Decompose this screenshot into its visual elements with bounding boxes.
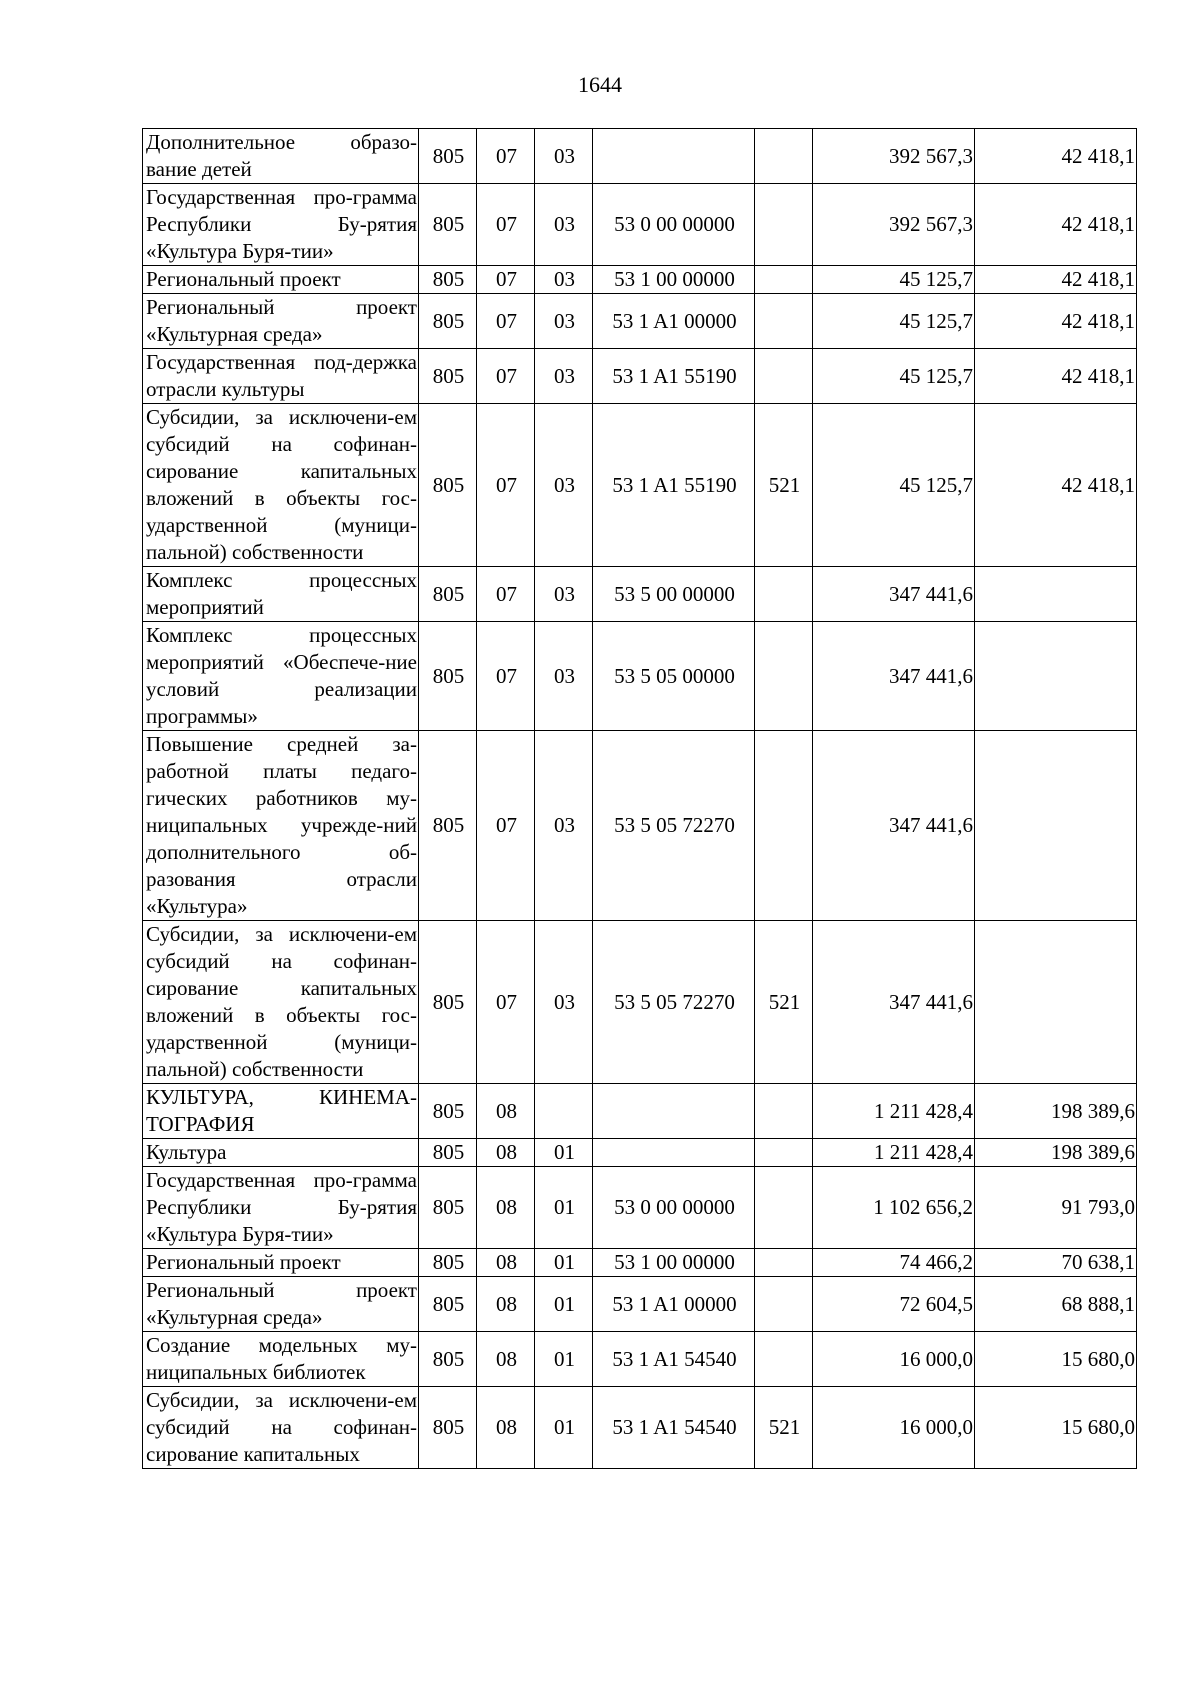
row-ministry-code: 805 <box>419 622 477 731</box>
row-amount-federal: 15 680,0 <box>975 1332 1137 1387</box>
budget-table-body <box>143 129 1137 1469</box>
row-amount-total: 45 125,7 <box>813 266 975 294</box>
row-expense-type-code <box>755 1139 813 1167</box>
row-subsection-code: 03 <box>535 731 593 921</box>
row-name: Государственная под-держка отрасли культуры <box>143 349 419 404</box>
row-amount-federal: 42 418,1 <box>975 184 1137 266</box>
row-subsection-code: 03 <box>535 567 593 622</box>
row-section-code: 07 <box>477 129 535 184</box>
table-row <box>143 349 1137 404</box>
row-name: Повышение средней за-работной платы педаго-гических работников му-ниципальных учрежде-ний дополнительного об-разования отрасли «Культура» <box>143 731 419 921</box>
table-row <box>143 1084 1137 1139</box>
row-ministry-code: 805 <box>419 1139 477 1167</box>
row-amount-federal: 15 680,0 <box>975 1387 1137 1469</box>
row-target-article-code: 53 1 A1 54540 <box>593 1332 755 1387</box>
row-amount-federal: 68 888,1 <box>975 1277 1137 1332</box>
row-amount-federal: 198 389,6 <box>975 1139 1137 1167</box>
row-amount-federal: 70 638,1 <box>975 1249 1137 1277</box>
row-ministry-code: 805 <box>419 1167 477 1249</box>
row-amount-total: 16 000,0 <box>813 1387 975 1469</box>
row-subsection-code: 01 <box>535 1167 593 1249</box>
table-row <box>143 184 1137 266</box>
row-ministry-code: 805 <box>419 567 477 622</box>
row-amount-federal: 91 793,0 <box>975 1167 1137 1249</box>
row-target-article-code: 53 5 00 00000 <box>593 567 755 622</box>
budget-table <box>142 128 1137 1469</box>
row-target-article-code: 53 1 A1 55190 <box>593 349 755 404</box>
row-name: Субсидии, за исключени-ем субсидий на софинан-сирование капитальных вложений в объекты гос-ударственной (муници-пальной) собственности <box>143 921 419 1084</box>
row-subsection-code: 01 <box>535 1332 593 1387</box>
row-subsection-code: 03 <box>535 184 593 266</box>
row-target-article-code <box>593 1139 755 1167</box>
row-expense-type-code <box>755 731 813 921</box>
table-row <box>143 294 1137 349</box>
row-name: Региональный проект <box>143 266 419 294</box>
row-subsection-code: 01 <box>535 1139 593 1167</box>
row-target-article-code: 53 1 A1 54540 <box>593 1387 755 1469</box>
row-target-article-code: 53 1 A1 00000 <box>593 1277 755 1332</box>
row-target-article-code: 53 0 00 00000 <box>593 1167 755 1249</box>
row-ministry-code: 805 <box>419 349 477 404</box>
row-target-article-code <box>593 129 755 184</box>
row-amount-total: 72 604,5 <box>813 1277 975 1332</box>
row-name: Государственная про-грамма Республики Бу-рятия «Культура Буря-тии» <box>143 184 419 266</box>
row-expense-type-code <box>755 1249 813 1277</box>
row-subsection-code: 01 <box>535 1387 593 1469</box>
table-row <box>143 129 1137 184</box>
row-section-code: 08 <box>477 1084 535 1139</box>
row-ministry-code: 805 <box>419 1249 477 1277</box>
row-ministry-code: 805 <box>419 294 477 349</box>
page-number: 1644 <box>578 72 622 97</box>
row-amount-federal: 42 418,1 <box>975 266 1137 294</box>
row-ministry-code: 805 <box>419 1387 477 1469</box>
row-target-article-code: 53 1 A1 00000 <box>593 294 755 349</box>
row-name: Региональный проект «Культурная среда» <box>143 294 419 349</box>
row-name: Культура <box>143 1139 419 1167</box>
row-amount-total: 45 125,7 <box>813 404 975 567</box>
row-ministry-code: 805 <box>419 1277 477 1332</box>
table-row <box>143 622 1137 731</box>
row-target-article-code: 53 1 A1 55190 <box>593 404 755 567</box>
row-amount-total: 45 125,7 <box>813 294 975 349</box>
row-ministry-code: 805 <box>419 404 477 567</box>
row-ministry-code: 805 <box>419 921 477 1084</box>
row-name: Государственная про-грамма Республики Бу-рятия «Культура Буря-тии» <box>143 1167 419 1249</box>
row-amount-total: 392 567,3 <box>813 184 975 266</box>
row-ministry-code: 805 <box>419 731 477 921</box>
row-expense-type-code <box>755 1084 813 1139</box>
row-name: Региональный проект <box>143 1249 419 1277</box>
row-ministry-code: 805 <box>419 129 477 184</box>
row-section-code: 07 <box>477 622 535 731</box>
row-section-code: 07 <box>477 567 535 622</box>
row-name: Субсидии, за исключени-ем субсидий на софинан-сирование капитальных <box>143 1387 419 1469</box>
row-amount-federal <box>975 567 1137 622</box>
row-name: КУЛЬТУРА, КИНЕМА-ТОГРАФИЯ <box>143 1084 419 1139</box>
row-amount-federal <box>975 622 1137 731</box>
row-name: Комплекс процессных мероприятий «Обеспече-ние условий реализации программы» <box>143 622 419 731</box>
row-section-code: 08 <box>477 1249 535 1277</box>
row-expense-type-code <box>755 1332 813 1387</box>
row-target-article-code <box>593 1084 755 1139</box>
row-amount-federal: 198 389,6 <box>975 1084 1137 1139</box>
table-row <box>143 731 1137 921</box>
table-row <box>143 1387 1137 1469</box>
row-ministry-code: 805 <box>419 184 477 266</box>
row-section-code: 08 <box>477 1139 535 1167</box>
row-section-code: 08 <box>477 1332 535 1387</box>
row-section-code: 08 <box>477 1387 535 1469</box>
row-expense-type-code: 521 <box>755 404 813 567</box>
row-target-article-code: 53 0 00 00000 <box>593 184 755 266</box>
row-amount-total: 392 567,3 <box>813 129 975 184</box>
row-section-code: 07 <box>477 921 535 1084</box>
row-amount-total: 347 441,6 <box>813 731 975 921</box>
row-amount-federal: 42 418,1 <box>975 294 1137 349</box>
row-ministry-code: 805 <box>419 1084 477 1139</box>
table-row <box>143 1332 1137 1387</box>
row-amount-total: 347 441,6 <box>813 622 975 731</box>
table-row <box>143 567 1137 622</box>
row-expense-type-code <box>755 349 813 404</box>
row-target-article-code: 53 5 05 72270 <box>593 921 755 1084</box>
row-subsection-code: 03 <box>535 266 593 294</box>
row-amount-federal: 42 418,1 <box>975 129 1137 184</box>
row-section-code: 08 <box>477 1167 535 1249</box>
row-subsection-code: 03 <box>535 622 593 731</box>
row-target-article-code: 53 1 00 00000 <box>593 266 755 294</box>
row-name: Региональный проект «Культурная среда» <box>143 1277 419 1332</box>
row-subsection-code: 01 <box>535 1277 593 1332</box>
table-row <box>143 404 1137 567</box>
row-expense-type-code <box>755 294 813 349</box>
table-row <box>143 1249 1137 1277</box>
row-name: Комплекс процессных мероприятий <box>143 567 419 622</box>
row-section-code: 07 <box>477 266 535 294</box>
row-name: Субсидии, за исключени-ем субсидий на софинан-сирование капитальных вложений в объекты гос-ударственной (муници-пальной) собственности <box>143 404 419 567</box>
row-ministry-code: 805 <box>419 1332 477 1387</box>
table-row <box>143 1277 1137 1332</box>
row-expense-type-code: 521 <box>755 1387 813 1469</box>
row-expense-type-code <box>755 129 813 184</box>
row-expense-type-code <box>755 567 813 622</box>
row-subsection-code <box>535 1084 593 1139</box>
row-expense-type-code <box>755 184 813 266</box>
row-section-code: 08 <box>477 1277 535 1332</box>
row-target-article-code: 53 1 00 00000 <box>593 1249 755 1277</box>
row-amount-federal: 42 418,1 <box>975 404 1137 567</box>
row-subsection-code: 03 <box>535 404 593 567</box>
row-expense-type-code: 521 <box>755 921 813 1084</box>
row-amount-total: 347 441,6 <box>813 921 975 1084</box>
row-subsection-code: 03 <box>535 129 593 184</box>
row-subsection-code: 01 <box>535 1249 593 1277</box>
row-subsection-code: 03 <box>535 294 593 349</box>
row-subsection-code: 03 <box>535 921 593 1084</box>
row-amount-federal <box>975 921 1137 1084</box>
row-expense-type-code <box>755 1167 813 1249</box>
row-amount-total: 74 466,2 <box>813 1249 975 1277</box>
row-amount-total: 16 000,0 <box>813 1332 975 1387</box>
row-amount-total: 1 211 428,4 <box>813 1139 975 1167</box>
row-amount-total: 45 125,7 <box>813 349 975 404</box>
table-row <box>143 1167 1137 1249</box>
row-amount-federal: 42 418,1 <box>975 349 1137 404</box>
row-section-code: 07 <box>477 349 535 404</box>
row-section-code: 07 <box>477 184 535 266</box>
row-target-article-code: 53 5 05 00000 <box>593 622 755 731</box>
row-amount-total: 1 211 428,4 <box>813 1084 975 1139</box>
row-amount-total: 347 441,6 <box>813 567 975 622</box>
row-amount-federal <box>975 731 1137 921</box>
row-subsection-code: 03 <box>535 349 593 404</box>
row-section-code: 07 <box>477 731 535 921</box>
row-section-code: 07 <box>477 404 535 567</box>
row-ministry-code: 805 <box>419 266 477 294</box>
row-section-code: 07 <box>477 294 535 349</box>
row-amount-total: 1 102 656,2 <box>813 1167 975 1249</box>
table-row <box>143 921 1137 1084</box>
row-expense-type-code <box>755 1277 813 1332</box>
row-name: Дополнительное образо-вание детей <box>143 129 419 184</box>
row-expense-type-code <box>755 266 813 294</box>
table-row <box>143 1139 1137 1167</box>
row-name: Создание модельных му-ниципальных библиотек <box>143 1332 419 1387</box>
row-target-article-code: 53 5 05 72270 <box>593 731 755 921</box>
row-expense-type-code <box>755 622 813 731</box>
table-row <box>143 266 1137 294</box>
